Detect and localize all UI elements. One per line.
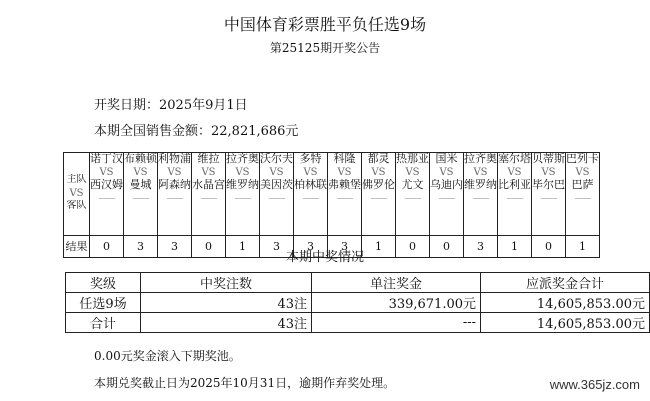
vs-text: VS — [133, 167, 148, 178]
match-cell — [124, 153, 158, 236]
match-cell — [294, 153, 328, 236]
match-result: 0 — [532, 236, 566, 258]
vs-text: VS — [201, 167, 216, 178]
match-cell — [498, 153, 532, 236]
home-label: 主队 — [66, 174, 87, 185]
match-cell — [362, 153, 396, 236]
match-result: 3 — [328, 236, 362, 258]
match-cell — [464, 153, 498, 236]
vs-text: VS — [99, 167, 114, 178]
prize-level: 任选9场 — [66, 293, 141, 313]
away-team: 美因茨 — [260, 179, 293, 191]
vs-text: VS — [541, 167, 556, 178]
match-result: 1 — [226, 236, 260, 258]
match-table — [63, 152, 600, 258]
home-team: 拉齐奥 — [226, 153, 259, 165]
match-result: 3 — [294, 236, 328, 258]
match-cell — [226, 153, 260, 236]
home-team: 塞尔塔 — [498, 153, 531, 165]
table-row — [66, 293, 650, 313]
home-team: 拉齐奥 — [464, 153, 497, 165]
watermark: www.365jz.com — [549, 377, 640, 392]
home-team: 国米 — [435, 153, 458, 165]
vs-text: VS — [235, 167, 250, 178]
vs-text: VS — [473, 167, 488, 178]
match-cell — [566, 153, 600, 236]
vs-label: VS — [69, 188, 84, 199]
away-team: 尤文 — [401, 179, 424, 191]
match-result: 1 — [566, 236, 600, 258]
away-team: 柏林联 — [294, 179, 327, 191]
match-cell — [328, 153, 362, 236]
home-team: 诺丁汉 — [90, 153, 123, 165]
vs-text: VS — [303, 167, 318, 178]
away-team: 佛罗伦 — [362, 179, 395, 191]
prize-per: 339,671.00元 — [312, 293, 481, 313]
prize-per: --- — [312, 313, 481, 333]
match-cell — [532, 153, 566, 236]
divider: —— — [370, 194, 387, 204]
match-result: 0 — [396, 236, 430, 258]
match-result: 0 — [90, 236, 124, 258]
rollover-note: 0.00元奖金滚入下期奖池。 — [94, 349, 241, 363]
home-team: 维拉 — [197, 153, 220, 165]
away-team: 弗赖堡 — [328, 179, 361, 191]
home-team: 科隆 — [333, 153, 356, 165]
match-cell — [192, 153, 226, 236]
home-team: 利物浦 — [158, 153, 191, 165]
page-subtitle: 第25125期开奖公告 — [269, 41, 381, 55]
divider: —— — [234, 194, 251, 204]
prize-header-row — [66, 273, 650, 293]
divider: —— — [404, 194, 421, 204]
home-team: 贝蒂斯 — [532, 153, 565, 165]
divider: —— — [166, 194, 183, 204]
away-team: 比利亚 — [498, 179, 531, 191]
home-team: 热那亚 — [396, 153, 429, 165]
prize-total: 14,605,853.00元 — [481, 313, 650, 333]
prize-total: 14,605,853.00元 — [481, 293, 650, 313]
match-result: 3 — [464, 236, 498, 258]
prize-count: 43注 — [141, 293, 312, 313]
match-cell — [396, 153, 430, 236]
sales-amount: 本期全国销售金额：22,821,686元 — [94, 124, 299, 139]
prize-section-title: 本期中奖情况 — [285, 250, 364, 265]
vs-text: VS — [575, 167, 590, 178]
divider: —— — [132, 194, 149, 204]
away-label: 客队 — [66, 200, 87, 211]
vs-text: VS — [507, 167, 522, 178]
page-title: 中国体育彩票胜平负任选9场 — [223, 15, 427, 34]
home-team: 多特 — [299, 153, 322, 165]
match-cell — [430, 153, 464, 236]
away-team: 阿森纳 — [158, 179, 191, 191]
vs-text: VS — [371, 167, 386, 178]
divider: —— — [540, 194, 557, 204]
divider: —— — [302, 194, 319, 204]
deadline-note: 本期兑奖截止日为2025年10月31日，逾期作弃奖处理。 — [94, 376, 396, 390]
away-team: 西汉姆 — [90, 179, 123, 191]
away-team: 毕尔巴 — [532, 179, 565, 191]
result-label: 结果 — [64, 236, 90, 258]
divider: —— — [268, 194, 285, 204]
divider: —— — [336, 194, 353, 204]
match-result: 0 — [430, 236, 464, 258]
divider: —— — [574, 194, 591, 204]
match-result: 1 — [498, 236, 532, 258]
match-result: 3 — [158, 236, 192, 258]
home-team: 巴列卡 — [566, 153, 599, 165]
away-team: 曼城 — [129, 179, 152, 191]
match-cell — [158, 153, 192, 236]
match-result: 1 — [362, 236, 396, 258]
match-cell — [90, 153, 124, 236]
vs-text: VS — [167, 167, 182, 178]
vs-text: VS — [337, 167, 352, 178]
home-team: 布赖顿 — [124, 153, 157, 165]
prize-count: 43注 — [141, 313, 312, 333]
match-result: 0 — [192, 236, 226, 258]
match-cell — [260, 153, 294, 236]
home-team: 都灵 — [367, 153, 390, 165]
vs-text: VS — [405, 167, 420, 178]
divider: —— — [200, 194, 217, 204]
home-team: 沃尔夫 — [260, 153, 293, 165]
vs-text: VS — [269, 167, 284, 178]
divider: —— — [506, 194, 523, 204]
match-row-labels — [64, 153, 90, 236]
away-team: 维罗纳 — [226, 179, 259, 191]
col-header-count: 中奖注数 — [141, 273, 312, 293]
prize-table — [65, 272, 650, 333]
col-header-total: 应派奖金合计 — [481, 273, 650, 293]
match-result: 3 — [260, 236, 294, 258]
match-result: 3 — [124, 236, 158, 258]
vs-text: VS — [439, 167, 454, 178]
col-header-per: 单注奖金 — [312, 273, 481, 293]
away-team: 水晶宫 — [192, 179, 225, 191]
divider: —— — [98, 194, 115, 204]
prize-level: 合计 — [66, 313, 141, 333]
away-team: 乌迪内 — [430, 179, 463, 191]
draw-date: 开奖日期：2025年9月1日 — [94, 98, 248, 113]
divider: —— — [438, 194, 455, 204]
table-row — [66, 313, 650, 333]
away-team: 维罗纳 — [464, 179, 497, 191]
divider: —— — [472, 194, 489, 204]
away-team: 巴萨 — [571, 179, 594, 191]
col-header-level: 奖级 — [66, 273, 141, 293]
